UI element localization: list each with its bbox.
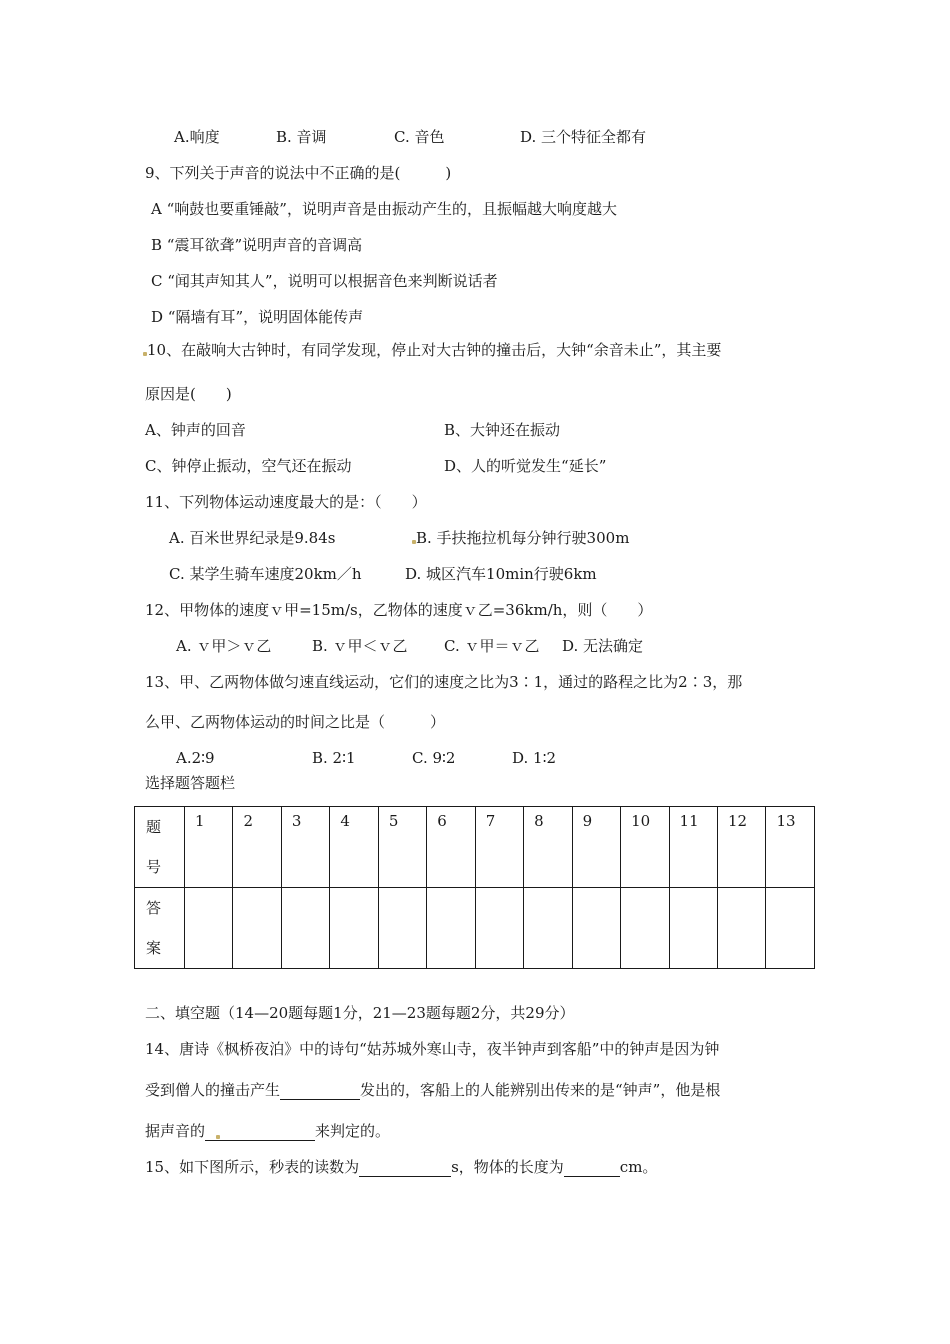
q12-option-b: B. ｖ甲＜ｖ乙 <box>312 637 408 655</box>
q8-option-a: A.响度 <box>174 128 220 146</box>
answer-cell[interactable] <box>524 888 572 969</box>
q9-option-b: B “震耳欲聋”说明声音的音调高 <box>151 236 363 254</box>
question-number-cell <box>524 807 572 888</box>
q10-option-c: C、钟停止振动，空气还在振动 <box>145 457 352 475</box>
q10-option-b: B、大钟还在振动 <box>444 421 561 439</box>
header-char: 题 <box>146 818 162 836</box>
scan-mark <box>216 1135 220 1139</box>
q11-option-a: A. 百米世界纪录是9.84s <box>169 529 336 547</box>
q12-option-a: A. ｖ甲＞ｖ乙 <box>176 637 272 655</box>
q10-option-a: A、钟声的回音 <box>145 421 246 439</box>
q13-stem-line2: 么甲、乙两物体运动的时间之比是（ ） <box>145 713 446 731</box>
q10-stem-line2: 原因是( ) <box>145 385 232 403</box>
question-number-cell <box>669 807 717 888</box>
q13-stem-line1: 13、甲、乙两物体做匀速直线运动，它们的速度之比为3∶1，通过的路程之比为2∶3，那 <box>145 673 743 691</box>
answer-table-number-row <box>135 807 815 888</box>
question-number-cell <box>572 807 620 888</box>
q13-option-b: B. 2∶1 <box>312 749 356 767</box>
question-number-cell <box>475 807 523 888</box>
q15-blank-stopwatch[interactable] <box>359 1160 451 1177</box>
question-number: 2 <box>243 812 253 830</box>
q15-text-c: cm。 <box>619 1158 658 1176</box>
q8-option-b: B. 音调 <box>276 128 327 146</box>
q11-stem: 11、下列物体运动速度最大的是：（ ） <box>145 493 427 511</box>
q9-option-a: A “响鼓也要重锤敲”，说明声音是由振动产生的，且振幅越大响度越大 <box>151 200 617 218</box>
q13-option-a: A.2∶9 <box>176 749 215 767</box>
question-number: 9 <box>582 812 593 830</box>
answer-cell[interactable] <box>669 888 717 969</box>
number-row-header <box>135 807 185 888</box>
q15-line <box>145 1157 657 1177</box>
q15-blank-length[interactable] <box>564 1160 620 1177</box>
q13-option-c: C. 9∶2 <box>412 749 456 767</box>
question-number-cell <box>378 807 426 888</box>
q15-text-a: 15、如下图所示，秒表的读数为 <box>145 1158 360 1176</box>
section2-heading: 二、填空题（14—20题每题1分，21—23题每题2分，共29分） <box>145 1004 575 1022</box>
answer-cell[interactable] <box>330 888 378 969</box>
question-number: 3 <box>291 812 302 830</box>
q14-blank-2[interactable] <box>205 1124 315 1141</box>
q8-option-d: D. 三个特征全都有 <box>520 128 647 146</box>
answer-cell[interactable] <box>621 888 669 969</box>
q14-line2-text-b: 发出的，客船上的人能辨别出传来的是“钟声”，他是根 <box>360 1081 721 1099</box>
question-number-cell <box>717 807 765 888</box>
q14-line2-text-a: 受到僧人的撞击产生 <box>145 1081 281 1099</box>
answer-cell[interactable] <box>233 888 281 969</box>
q14-line3-text-a: 据声音的 <box>145 1122 206 1140</box>
answer-cell[interactable] <box>717 888 765 969</box>
question-number: 6 <box>437 812 447 830</box>
question-number: 12 <box>727 812 748 830</box>
question-number: 13 <box>776 812 796 830</box>
q11-option-b: B. 手扶拖拉机每分钟行驶300m <box>416 529 630 547</box>
answer-cell[interactable] <box>185 888 233 969</box>
answer-cell[interactable] <box>572 888 620 969</box>
header-char: 案 <box>146 939 162 957</box>
answer-table-answer-row <box>135 888 815 969</box>
q9-option-d: D “隔墙有耳”，说明固体能传声 <box>151 308 364 326</box>
q8-option-c: C. 音色 <box>394 128 445 146</box>
question-number-cell <box>427 807 475 888</box>
q12-stem: 12、甲物体的速度ｖ甲=15m/s，乙物体的速度ｖ乙=36km/h，则（ ） <box>145 601 653 619</box>
header-char: 号 <box>146 858 162 876</box>
q14-line1: 14、唐诗《枫桥夜泊》中的诗句“姑苏城外寒山寺，夜半钟声到客船”中的钟声是因为钟 <box>145 1040 720 1058</box>
question-number: 4 <box>340 812 350 830</box>
q10-stem-line1: 10、在敲响大古钟时，有同学发现，停止对大古钟的撞击后，大钟“余音未止”，其主要 <box>147 341 722 359</box>
header-char: 答 <box>146 899 162 917</box>
answer-cell[interactable] <box>378 888 426 969</box>
q11-option-d: D. 城区汽车10min行驶6km <box>405 565 597 583</box>
q14-blank-1[interactable] <box>280 1083 360 1100</box>
question-number-cell <box>185 807 233 888</box>
q14-line3 <box>145 1121 390 1141</box>
question-number: 5 <box>388 812 399 830</box>
question-number-cell <box>233 807 281 888</box>
answer-cell[interactable] <box>281 888 329 969</box>
answer-table <box>134 806 815 969</box>
q9-option-c: C “闻其声知其人”，说明可以根据音色来判断说话者 <box>151 272 498 290</box>
q13-option-d: D. 1∶2 <box>512 749 557 767</box>
question-number: 7 <box>485 812 496 830</box>
q11-option-c: C. 某学生骑车速度20km／h <box>169 565 362 583</box>
answer-cell[interactable] <box>427 888 475 969</box>
question-number: 1 <box>195 812 205 830</box>
q14-line2 <box>145 1080 720 1100</box>
answer-cell[interactable] <box>766 888 815 969</box>
question-number: 8 <box>534 812 544 830</box>
question-number-cell <box>766 807 815 888</box>
q9-stem: 9、下列关于声音的说法中不正确的是( ) <box>145 164 452 182</box>
answer-cell[interactable] <box>475 888 523 969</box>
answer-row-header <box>135 888 185 969</box>
question-number: 10 <box>631 812 651 830</box>
question-number: 11 <box>679 812 699 830</box>
question-number-cell <box>621 807 669 888</box>
question-number-cell <box>330 807 378 888</box>
answer-table-title: 选择题答题栏 <box>145 774 236 792</box>
q10-option-d: D、人的听觉发生“延长” <box>444 457 607 475</box>
question-number-cell <box>281 807 329 888</box>
q15-text-b: s，物体的长度为 <box>451 1158 564 1176</box>
q14-line3-text-b: 来判定的。 <box>315 1122 391 1140</box>
q12-option-c: C. ｖ甲＝ｖ乙 <box>444 637 540 655</box>
q12-option-d: D. 无法确定 <box>562 637 644 655</box>
